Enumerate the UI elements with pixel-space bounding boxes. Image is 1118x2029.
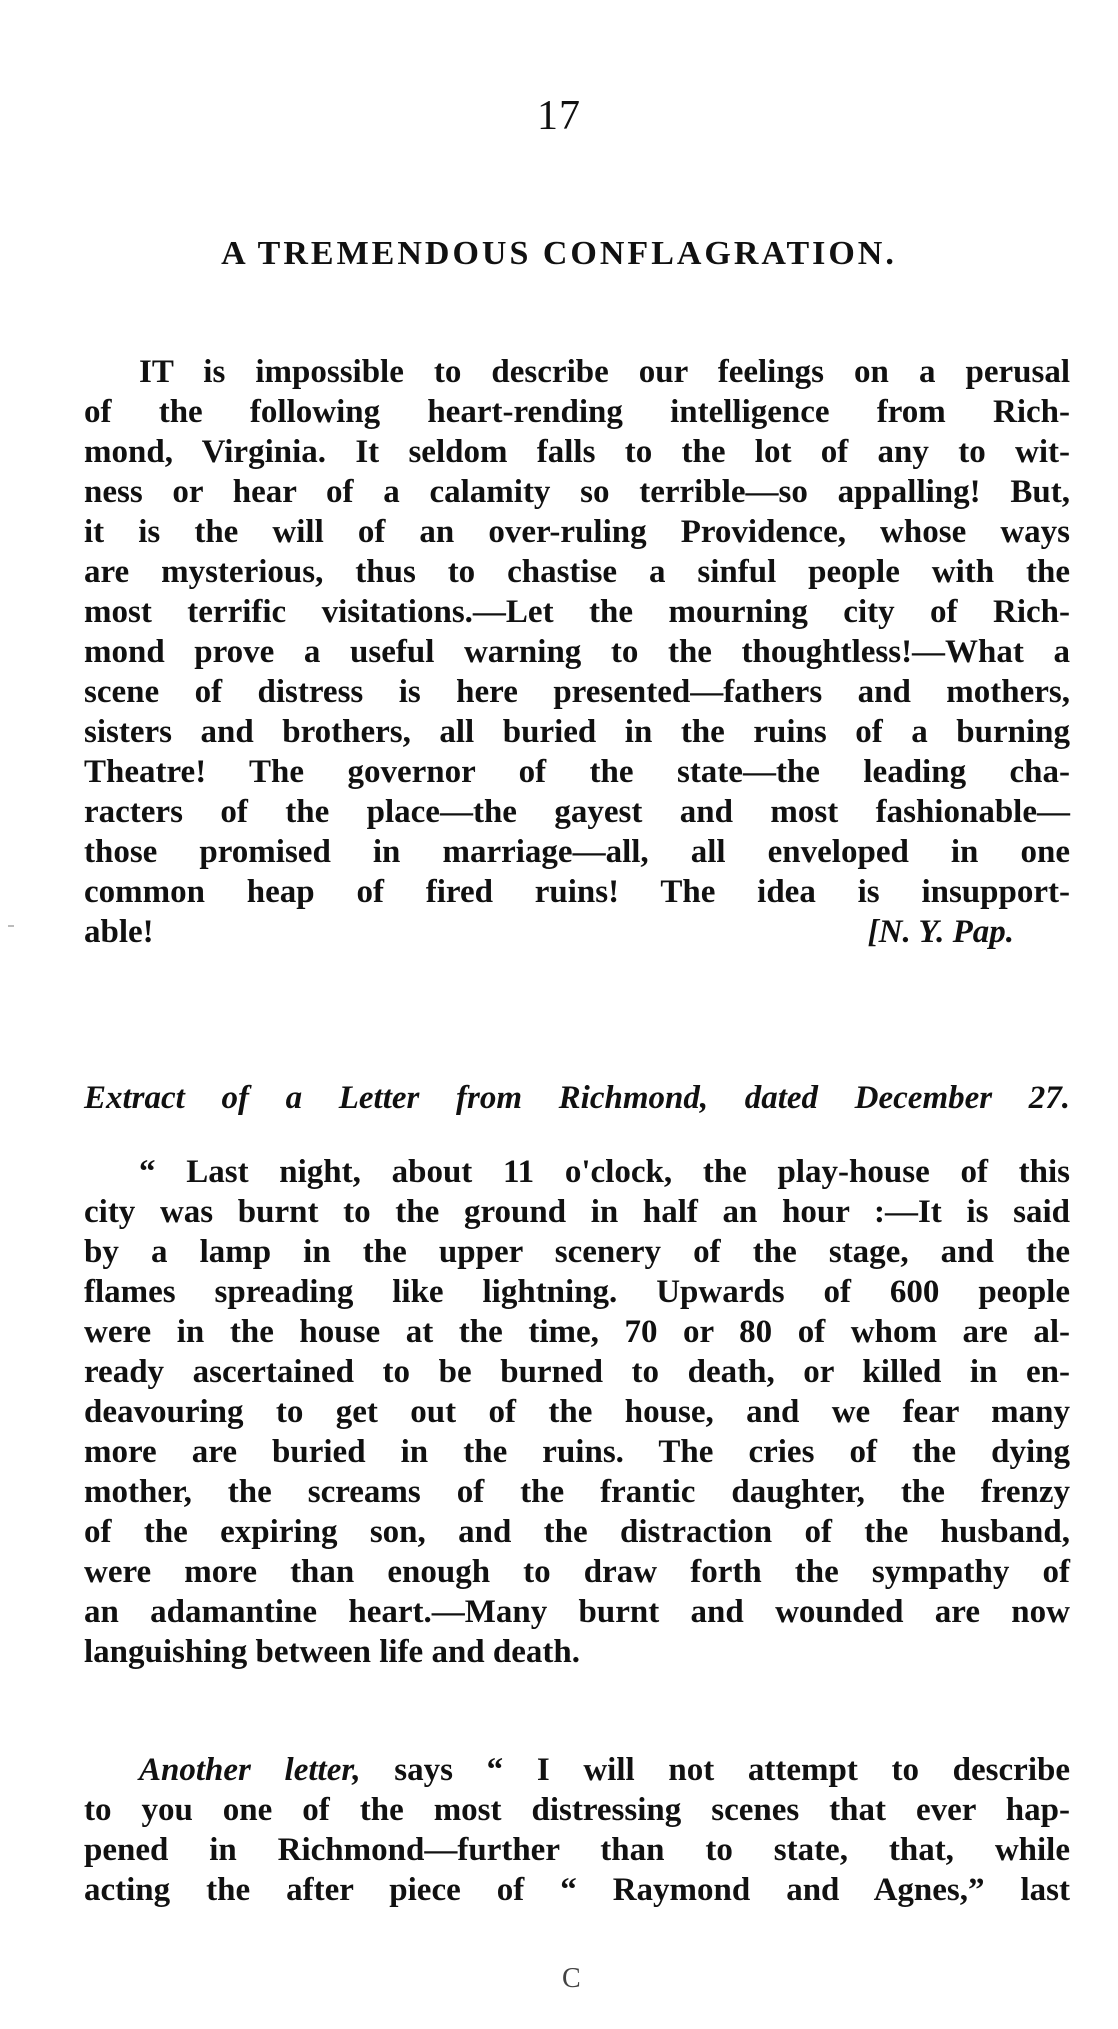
text-line: deavouring to get out of the house, and we fear many <box>84 1394 1070 1430</box>
text-line: mond prove a useful warning to the thoughtless!—What a <box>84 634 1070 670</box>
extract-heading: Extract of a Letter from Richmond, dated December 27. <box>84 1080 1070 1116</box>
text-line: city was burnt to the ground in half an hour :—It is said <box>84 1194 1070 1230</box>
text-line-rest: says “ I will not attempt to describe <box>360 1752 1070 1788</box>
text-line: an adamantine heart.—Many burnt and wounded are now <box>84 1594 1070 1630</box>
text-line-end: able! <box>84 914 154 950</box>
paragraph-intro <box>84 352 1070 952</box>
text-line: it is the will of an over-ruling Providence, whose ways <box>84 514 1070 550</box>
text-line: mother, the screams of the frantic daughter, the frenzy <box>84 1474 1070 1510</box>
text-line: more are buried in the ruins. The cries of the dying <box>84 1434 1070 1470</box>
text-line: to you one of the most distressing scenes that ever hap- <box>84 1792 1070 1828</box>
page-number: 17 <box>537 93 581 139</box>
margin-mark <box>8 925 14 927</box>
text-line: are mysterious, thus to chastise a sinful people with the <box>84 554 1070 590</box>
text-line: ready ascertained to be burned to death, or killed in en- <box>84 1354 1070 1390</box>
signature-mark: C <box>562 1963 581 1994</box>
text-line: languishing between life and death. <box>84 1634 580 1670</box>
text-line: sisters and brothers, all buried in the ruins of a burning <box>84 714 1070 750</box>
text-line: Theatre! The governor of the state—the leading cha- <box>84 754 1070 790</box>
text-line: pened in Richmond—further than to state, that, while <box>84 1832 1070 1868</box>
text-line: flames spreading like lightning. Upwards of 600 people <box>84 1274 1070 1310</box>
italic-lead: Another letter, <box>139 1752 361 1788</box>
text-line: those promised in marriage—all, all enveloped in one <box>84 834 1070 870</box>
text-line: were in the house at the time, 70 or 80 of whom are al- <box>84 1314 1070 1350</box>
text-line: mond, Virginia. It seldom falls to the lot of any to wit- <box>84 434 1070 470</box>
text-line: of the following heart-rending intelligence from Rich- <box>84 394 1070 430</box>
paragraph-letter-one <box>84 1152 1070 1672</box>
text-line: most terrific visitations.—Let the mourning city of Rich- <box>84 594 1070 630</box>
source-citation: [N. Y. Pap. <box>867 914 1014 950</box>
text-line: racters of the place—the gayest and most fashionable— <box>84 794 1070 830</box>
text-line: by a lamp in the upper scenery of the stage, and the <box>84 1234 1070 1270</box>
paragraph-letter-two <box>84 1750 1070 1910</box>
text-line: common heap of fired ruins! The idea is insupport- <box>84 874 1070 910</box>
text-line: IT is impossible to describe our feelings on a perusal <box>139 354 1070 390</box>
text-line: ness or hear of a calamity so terrible—so appalling! But, <box>84 474 1070 510</box>
text-line: were more than enough to draw forth the sympathy of <box>84 1554 1070 1590</box>
page-title: A TREMENDOUS CONFLAGRATION. <box>221 235 897 272</box>
text-line: scene of distress is here presented—fathers and mothers, <box>84 674 1070 710</box>
text-line: of the expiring son, and the distraction of the husband, <box>84 1514 1070 1550</box>
final-line <box>84 912 1070 952</box>
text-line <box>84 1750 1070 1790</box>
text-line: acting the after piece of “ Raymond and Agnes,” last <box>84 1872 1070 1908</box>
text-line: “ Last night, about 11 o'clock, the play-house of this <box>139 1154 1070 1190</box>
